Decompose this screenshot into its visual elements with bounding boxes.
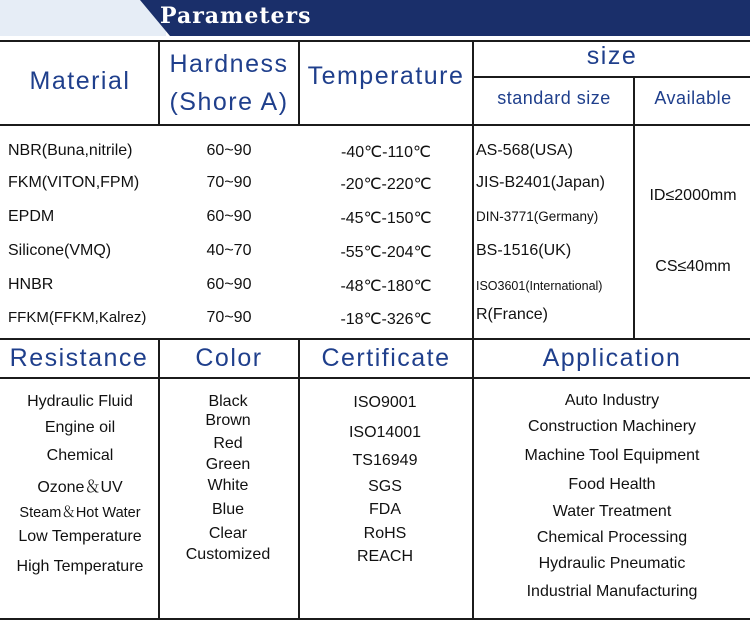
material-cell: FKM(VITON,FPM)	[8, 174, 140, 191]
standard-cell: R(France)	[476, 306, 549, 323]
application-item: Chemical Processing	[536, 529, 688, 546]
standard-cell: BS-1516(UK)	[476, 242, 572, 259]
hardness-cell: 60~90	[206, 142, 252, 159]
header-hardness: Hardness	[169, 50, 289, 78]
material-cell: NBR(Buna,nitrile)	[8, 142, 133, 159]
resistance-item: High Temperature	[16, 558, 144, 575]
header-available: Available	[654, 88, 732, 108]
certificate-item: RoHS	[363, 525, 407, 542]
temperature-cell: -45℃-150℃	[340, 210, 432, 227]
certificate-item: ISO9001	[353, 394, 417, 411]
standard-cell: ISO3601(International)	[476, 279, 603, 293]
rule-size-sub	[474, 76, 750, 78]
certificate-item: FDA	[369, 501, 401, 518]
hardness-cell: 70~90	[206, 174, 252, 191]
banner-accent	[0, 0, 166, 36]
header-resistance: Resistance	[9, 344, 149, 372]
application-item: Construction Machinery	[527, 418, 697, 435]
header-material: Material	[29, 67, 131, 95]
temperature-cell: -20℃-220℃	[340, 176, 432, 193]
standard-cell: JIS-B2401(Japan)	[476, 174, 605, 191]
color-item: Brown	[205, 412, 251, 429]
rule-v4	[633, 76, 635, 340]
color-item: Blue	[211, 501, 245, 518]
header-shore: (Shore A)	[169, 88, 289, 116]
color-item: Green	[205, 456, 251, 473]
standard-cell: AS-568(USA)	[476, 142, 573, 159]
header-certificate: Certificate	[321, 344, 451, 372]
banner-title: Parameters	[160, 3, 312, 29]
resistance-item: Hydraulic Fluid	[27, 393, 133, 410]
header-application: Application	[542, 344, 682, 372]
hardness-cell: 60~90	[206, 208, 252, 225]
material-cell: FFKM(FFKM,Kalrez)	[8, 309, 147, 326]
certificate-item: ISO14001	[348, 424, 422, 441]
rule-bottom	[0, 618, 750, 620]
header-size: size	[586, 42, 638, 70]
resistance-item: Steam＆Hot Water	[19, 505, 141, 521]
rule-mid-bottom	[0, 377, 750, 379]
standard-cell: DIN-3771(Germany)	[476, 209, 599, 224]
header-color: Color	[195, 344, 263, 372]
available-id: ID≤2000mm	[649, 187, 737, 204]
rule-header-bottom	[0, 124, 750, 126]
application-item: Food Health	[568, 476, 656, 493]
rule-mid-top	[0, 338, 750, 340]
resistance-item: Engine oil	[44, 419, 116, 436]
material-cell: Silicone(VMQ)	[8, 242, 112, 259]
application-item: Machine Tool Equipment	[524, 447, 700, 464]
temperature-cell: -40℃-110℃	[341, 144, 431, 161]
certificate-item: SGS	[368, 478, 402, 495]
rule-v3	[472, 40, 474, 340]
temperature-cell: -48℃-180℃	[340, 278, 432, 295]
color-item: White	[207, 477, 249, 494]
resistance-item: Ozone＆UV	[37, 479, 123, 496]
color-item: Red	[213, 435, 243, 452]
hardness-cell: 40~70	[206, 242, 252, 259]
color-item: Customized	[185, 546, 271, 563]
application-item: Hydraulic Pneumatic	[538, 555, 686, 572]
material-cell: HNBR	[8, 276, 54, 293]
resistance-item: Chemical	[46, 447, 114, 464]
application-item: Water Treatment	[552, 503, 672, 520]
available-cs: CS≤40mm	[655, 258, 731, 275]
hardness-cell: 70~90	[206, 309, 252, 326]
certificate-item: REACH	[356, 548, 413, 565]
material-cell: EPDM	[8, 208, 55, 225]
application-item: Industrial Manufacturing	[526, 583, 698, 600]
header-temperature: Temperature	[307, 62, 465, 90]
color-item: Clear	[208, 525, 248, 542]
temperature-cell: -18℃-326℃	[340, 311, 432, 328]
header-standard-size: standard size	[497, 88, 611, 108]
hardness-cell: 60~90	[206, 276, 252, 293]
certificate-item: TS16949	[352, 452, 418, 469]
temperature-cell: -55℃-204℃	[340, 244, 432, 261]
color-item: Black	[208, 393, 248, 410]
resistance-item: Low Temperature	[18, 528, 142, 545]
application-item: Auto Industry	[564, 392, 660, 409]
